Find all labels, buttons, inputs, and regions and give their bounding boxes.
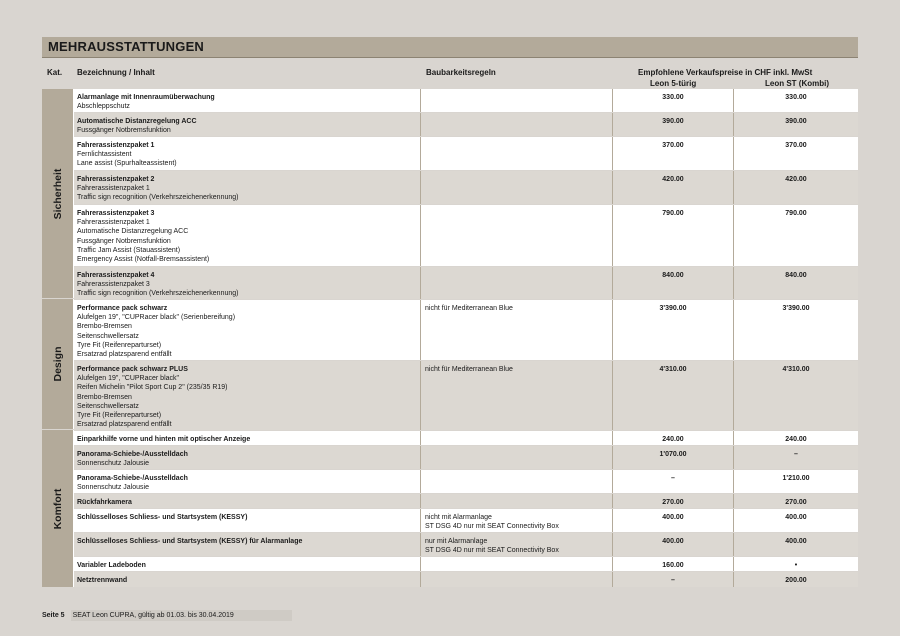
option-name: Fahrerassistenzpaket 1 bbox=[77, 142, 155, 149]
option-name: Einparkhilfe vorne und hinten mit optischer Anzeige bbox=[77, 436, 251, 443]
option-cell bbox=[74, 171, 420, 204]
option-rule bbox=[420, 572, 612, 587]
option-name: Netztrennwand bbox=[77, 577, 128, 584]
price-leon-st: 400.00 bbox=[733, 533, 858, 556]
option-cell bbox=[74, 446, 420, 469]
price-leon-5: 400.00 bbox=[612, 509, 733, 532]
price-leon-5: 400.00 bbox=[612, 533, 733, 556]
option-name: Fahrerassistenzpaket 4 bbox=[77, 272, 155, 279]
price-leon-5: 840.00 bbox=[612, 267, 733, 299]
header-bezeichnung: Bezeichnung / Inhalt bbox=[77, 68, 155, 77]
option-cell bbox=[74, 300, 420, 360]
option-rule: nicht für Mediterranean Blue bbox=[420, 361, 612, 430]
option-rule bbox=[420, 267, 612, 299]
option-contents: Sonnenschutz Jalousie bbox=[77, 460, 149, 468]
footer bbox=[42, 610, 292, 621]
header-regeln: Baubarkeitsregeln bbox=[426, 68, 496, 77]
option-rule: nicht mit Alarmanlage ST DSG 4D nur mit SEAT Connectivity Box bbox=[420, 509, 612, 532]
option-contents: Alufelgen 19", "CUPRacer black" Reifen Michelin "Pilot Sport Cup 2" (235/35 R19) Brembo-Bremsen Seitenschwellersatz Tyre Fit (Reifenreparturset) Ersatzrad platzsparend entfällt bbox=[77, 375, 228, 429]
option-rule bbox=[420, 431, 612, 445]
price-leon-st: – bbox=[733, 446, 858, 469]
table-row bbox=[74, 494, 858, 508]
option-rule bbox=[420, 89, 612, 112]
option-contents: Fahrerassistenzpaket 3 Traffic sign recognition (Verkehrszeichenerkennung) bbox=[77, 281, 239, 298]
group-design: Design bbox=[42, 299, 74, 429]
option-cell bbox=[74, 267, 420, 299]
price-leon-st: 1'210.00 bbox=[733, 470, 858, 493]
option-cell bbox=[74, 572, 420, 587]
option-rule bbox=[420, 446, 612, 469]
price-leon-5: – bbox=[612, 572, 733, 587]
table-row bbox=[74, 431, 858, 445]
option-cell bbox=[74, 89, 420, 112]
option-name: Rückfahrkamera bbox=[77, 499, 132, 506]
table-row bbox=[74, 533, 858, 556]
option-name: Automatische Distanzregelung ACC bbox=[77, 118, 197, 125]
price-leon-st: 840.00 bbox=[733, 267, 858, 299]
option-name: Alarmanlage mit Innenraumüberwachung bbox=[77, 94, 215, 101]
table-row bbox=[74, 446, 858, 469]
price-leon-st: 370.00 bbox=[733, 137, 858, 170]
option-rule bbox=[420, 205, 612, 266]
option-contents: Fussgänger Notbremsfunktion bbox=[77, 127, 171, 135]
price-leon-st: • bbox=[733, 557, 858, 571]
option-contents: Abschleppschutz bbox=[77, 103, 130, 111]
header-preise: Empfohlene Verkaufspreise in CHF inkl. MwSt bbox=[638, 68, 813, 77]
option-rule bbox=[420, 494, 612, 508]
group-komfort: Komfort bbox=[42, 430, 74, 587]
option-rule bbox=[420, 470, 612, 493]
price-leon-5: 4'310.00 bbox=[612, 361, 733, 430]
option-name: Performance pack schwarz PLUS bbox=[77, 366, 188, 373]
option-rule bbox=[420, 557, 612, 571]
price-sheet bbox=[42, 37, 858, 584]
header-kat: Kat. bbox=[47, 68, 63, 77]
table-row bbox=[74, 557, 858, 571]
option-cell bbox=[74, 533, 420, 556]
price-leon-5: – bbox=[612, 470, 733, 493]
table-row bbox=[74, 470, 858, 493]
table-row bbox=[74, 572, 858, 587]
price-leon-st: 3'390.00 bbox=[733, 300, 858, 360]
price-leon-st: 200.00 bbox=[733, 572, 858, 587]
option-contents: Sonnenschutz Jalousie bbox=[77, 484, 149, 492]
table-row bbox=[74, 509, 858, 532]
table-row bbox=[74, 267, 858, 299]
header-model-1: Leon 5-türig bbox=[650, 79, 697, 88]
option-rule: nur mit Alarmanlage ST DSG 4D nur mit SEAT Connectivity Box bbox=[420, 533, 612, 556]
price-leon-5: 270.00 bbox=[612, 494, 733, 508]
option-contents: Fahrerassistenzpaket 1 Automatische Distanzregelung ACC Fussgänger Notbremsfunktion Traffic Jam Assist (Stauassistent) Emergency Assist (Notfall-Bremsassistent) bbox=[77, 219, 210, 264]
header-model-2: Leon ST (Kombi) bbox=[765, 79, 829, 88]
option-cell bbox=[74, 557, 420, 571]
price-leon-5: 330.00 bbox=[612, 89, 733, 112]
option-name: Variabler Ladeboden bbox=[77, 562, 146, 569]
price-leon-st: 790.00 bbox=[733, 205, 858, 266]
table-row bbox=[74, 89, 858, 112]
option-contents: Alufelgen 19", "CUPRacer black" (Serienbereifung) Brembo-Bremsen Seitenschwellersatz Tyre Fit (Reifenreparturset) Ersatzrad platzsparend entfällt bbox=[77, 314, 236, 359]
price-leon-st: 240.00 bbox=[733, 431, 858, 445]
price-leon-5: 3'390.00 bbox=[612, 300, 733, 360]
option-name: Schlüsselloses Schliess- und Startsystem (KESSY) bbox=[77, 514, 248, 521]
price-leon-st: 330.00 bbox=[733, 89, 858, 112]
price-leon-st: 270.00 bbox=[733, 494, 858, 508]
option-rule bbox=[420, 113, 612, 136]
option-rule: nicht für Mediterranean Blue bbox=[420, 300, 612, 360]
option-contents: Fernlichtassistent Lane assist (Spurhalteassistent) bbox=[77, 151, 177, 168]
table-row bbox=[74, 361, 858, 430]
price-leon-5: 160.00 bbox=[612, 557, 733, 571]
table-row bbox=[74, 171, 858, 204]
option-rule bbox=[420, 137, 612, 170]
price-leon-5: 790.00 bbox=[612, 205, 733, 266]
option-cell bbox=[74, 361, 420, 430]
price-leon-st: 420.00 bbox=[733, 171, 858, 204]
page-title: MEHRAUSSTATTUNGEN bbox=[42, 37, 858, 58]
option-cell bbox=[74, 137, 420, 170]
price-leon-5: 390.00 bbox=[612, 113, 733, 136]
page-number: Seite 5 bbox=[42, 612, 65, 619]
price-leon-5: 1'070.00 bbox=[612, 446, 733, 469]
price-leon-st: 390.00 bbox=[733, 113, 858, 136]
option-name: Fahrerassistenzpaket 3 bbox=[77, 210, 155, 217]
option-cell bbox=[74, 494, 420, 508]
option-cell bbox=[74, 431, 420, 445]
price-leon-st: 4'310.00 bbox=[733, 361, 858, 430]
price-leon-5: 420.00 bbox=[612, 171, 733, 204]
option-name: Schlüsselloses Schliess- und Startsystem (KESSY) für Alarmanlage bbox=[77, 538, 303, 545]
option-cell bbox=[74, 470, 420, 493]
table-row bbox=[74, 113, 858, 136]
footer-text: SEAT Leon CUPRA, gültig ab 01.03. bis 30.04.2019 bbox=[71, 610, 292, 621]
group-sicherheit: Sicherheit bbox=[42, 89, 74, 298]
option-rule bbox=[420, 171, 612, 204]
option-name: Performance pack schwarz bbox=[77, 305, 168, 312]
option-cell bbox=[74, 113, 420, 136]
price-leon-5: 240.00 bbox=[612, 431, 733, 445]
option-name: Fahrerassistenzpaket 2 bbox=[77, 176, 155, 183]
price-leon-5: 370.00 bbox=[612, 137, 733, 170]
table-row bbox=[74, 300, 858, 360]
option-name: Panorama-Schiebe-/Ausstelldach bbox=[77, 475, 188, 482]
table-row bbox=[74, 205, 858, 266]
table-row bbox=[74, 137, 858, 170]
option-contents: Fahrerassistenzpaket 1 Traffic sign recognition (Verkehrszeichenerkennung) bbox=[77, 185, 239, 202]
table-header bbox=[42, 58, 858, 89]
option-cell bbox=[74, 509, 420, 532]
price-leon-st: 400.00 bbox=[733, 509, 858, 532]
option-cell bbox=[74, 205, 420, 266]
option-name: Panorama-Schiebe-/Ausstelldach bbox=[77, 451, 188, 458]
